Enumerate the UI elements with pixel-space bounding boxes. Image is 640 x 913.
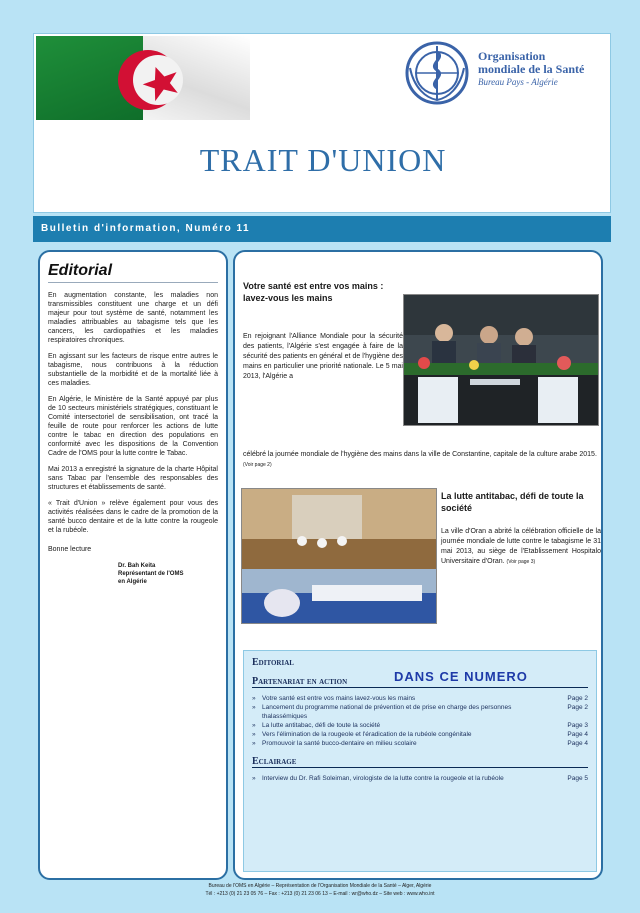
org-line3: Bureau Pays - Algérie xyxy=(478,77,558,87)
toc-item-text: Lancement du programme national de prévention et de prise en charge des personnes thalassémiques xyxy=(262,704,512,720)
signature-block xyxy=(118,562,218,586)
toc-item-text: La lutte antitabac, défi de toute la société xyxy=(262,722,381,729)
algeria-flag-image xyxy=(36,36,250,120)
org-line1: Organisation xyxy=(478,49,546,63)
toc-heading: DANS CE NUMERO xyxy=(394,669,528,684)
toc-item-page: Page 3 xyxy=(567,722,588,729)
sign-off: Bonne lecture xyxy=(48,546,92,553)
toc-item-text: Vers l'élimination de la rougeole et l'éradication de la rubéole congénitale xyxy=(262,731,472,738)
editorial-panel xyxy=(38,250,228,880)
signer-place: en Algérie xyxy=(118,579,147,585)
editorial-paragraph: En Algérie, le Ministère de la Santé appuyé par plus de 10 secteurs ministériels stratégiques, constituant le Comité intersectoriel de sensibilisation, ont tracé la feuille de route pour renforcer les actions de lutte contre le tabac en direction des populations en conformité avec les dispositions de la Convention Cadre de l'OMS pour la lutte contre le Tabac. xyxy=(48,396,218,457)
article2-text: La ville d'Oran a abrité la célébration officielle de la journée mondiale de lutte contre le tabagisme le 31 mai 2013, au siège de l'Etablissement Hospitalo Universitaire d'Oran. xyxy=(441,528,601,565)
editorial-heading: Editorial xyxy=(48,262,218,283)
toc-section-eclairage: Eclairage xyxy=(252,756,588,768)
toc-item-page: Page 4 xyxy=(567,731,588,738)
editorial-paragraph: « Trait d'Union » relève également pour vous des activités réalisées dans le cadre de la promotion de la santé bucco dentaire et de la lutte contre la rougeole et la rubéole. xyxy=(48,500,218,534)
toc-item-page: Page 2 xyxy=(567,704,588,711)
toc-item[interactable]: » Interview du Dr. Rafi Soleiman, virologiste de la lutte contre la rougeole et la rubéole Page 5 xyxy=(252,775,588,782)
issue-band: Bulletin d'information, Numéro 11 xyxy=(33,216,611,242)
toc-list-partnership xyxy=(252,694,588,748)
toc-item-text: Promouvoir la santé bucco-dentaire en milieu scolaire xyxy=(262,740,417,747)
toc-item[interactable]: » Promouvoir la santé bucco-dentaire en milieu scolaire Page 4 xyxy=(252,740,588,747)
article1-more-link[interactable]: (Voir page 2) xyxy=(243,462,272,468)
masthead xyxy=(33,33,611,213)
article1-text-wide: célébré la journée mondiale de l'hygiène des mains dans la ville de Constantine, capitale de la culture arabe 2015. xyxy=(243,451,597,458)
toc-item-text: Interview du Dr. Rafi Soleiman, virologiste de la lutte contre la rougeole et la rubéole xyxy=(262,775,504,782)
page-footer xyxy=(80,882,560,898)
table-of-contents xyxy=(243,650,597,872)
toc-list-eclairage xyxy=(252,774,588,783)
signer-name: Dr. Bah Keita xyxy=(118,563,156,569)
toc-section-partnership: Partenariat en action xyxy=(252,676,588,688)
toc-item[interactable]: » Vers l'élimination de la rougeole et l'éradication de la rubéole congénitale Page 4 xyxy=(252,731,588,738)
article2-more-link[interactable]: (Voir page 3) xyxy=(506,559,536,565)
article1-text: En rejoignant l'Alliance Mondiale pour la sécurité des patients, l'Algérie s'est engagée à faire de la sécurité des patients en général et de l'hygiène des mains en particulier une priorité nationale. Le 5 mai 2013, l'Algérie a xyxy=(243,333,403,380)
toc-item[interactable]: » Lancement du programme national de prévention et de prise en charge des personnes thalassémiques Page 2 xyxy=(252,704,588,720)
footer-line2: Tél : +213 (0) 21 23 05 76 – Fax : +213 (0) 21 23 06 13 – E-mail : wr@who.dz – Site web : www.who.int xyxy=(205,891,435,897)
who-emblem-icon xyxy=(402,38,472,108)
footer-line1: Bureau de l'OMS en Algérie – Représentation de l'Organisation Mondiale de la Santé – Alger, Algérie xyxy=(208,883,432,889)
editorial-paragraph: En agissant sur les facteurs de risque entre autres le tabagisme, nous contribuons à la réduction substantielle de la morbidité et de la mortalité liée à ces maladies. xyxy=(48,353,218,387)
org-line2: mondiale de la Santé xyxy=(478,62,585,76)
toc-item[interactable]: » Votre santé est entre vos mains lavez-vous les mains Page 2 xyxy=(252,695,588,702)
editorial-paragraph: En augmentation constante, les maladies non transmissibles constituent une charge et un défi majeur pour tout système de santé, notamment les maladies attribuables au tabagisme tels que les cancers, les cardiopathies et les maladies respiratoires chroniques. xyxy=(48,292,218,344)
who-office-name xyxy=(478,50,608,89)
newsletter-title: TRAIT D'UNION xyxy=(199,142,447,178)
toc-item-page: Page 4 xyxy=(567,740,588,747)
toc-item[interactable]: » La lutte antitabac, défi de toute la société Page 3 xyxy=(252,722,588,729)
ceremony-photo xyxy=(241,488,437,624)
article2-title[interactable]: La lutte antitabac, défi de toute la société xyxy=(441,491,584,513)
toc-item-page: Page 5 xyxy=(567,775,588,782)
article1-text-continued xyxy=(243,450,599,470)
article1-title[interactable]: Votre santé est entre vos mains : lavez-vous les mains xyxy=(243,281,384,303)
news-panel xyxy=(233,250,603,880)
toc-editorial[interactable]: Editorial xyxy=(252,657,294,668)
article2-text-block xyxy=(441,527,601,567)
toc-item-text: Votre santé est entre vos mains lavez-vous les mains xyxy=(262,695,416,702)
conference-photo xyxy=(403,294,599,426)
toc-item-page: Page 2 xyxy=(567,695,588,702)
signer-role: Représentant de l'OMS xyxy=(118,571,184,577)
editorial-paragraph: Mai 2013 a enregistré la signature de la charte Hôpital sans Tabac par l'ensemble des responsables des structures et établissements de santé. xyxy=(48,466,218,491)
